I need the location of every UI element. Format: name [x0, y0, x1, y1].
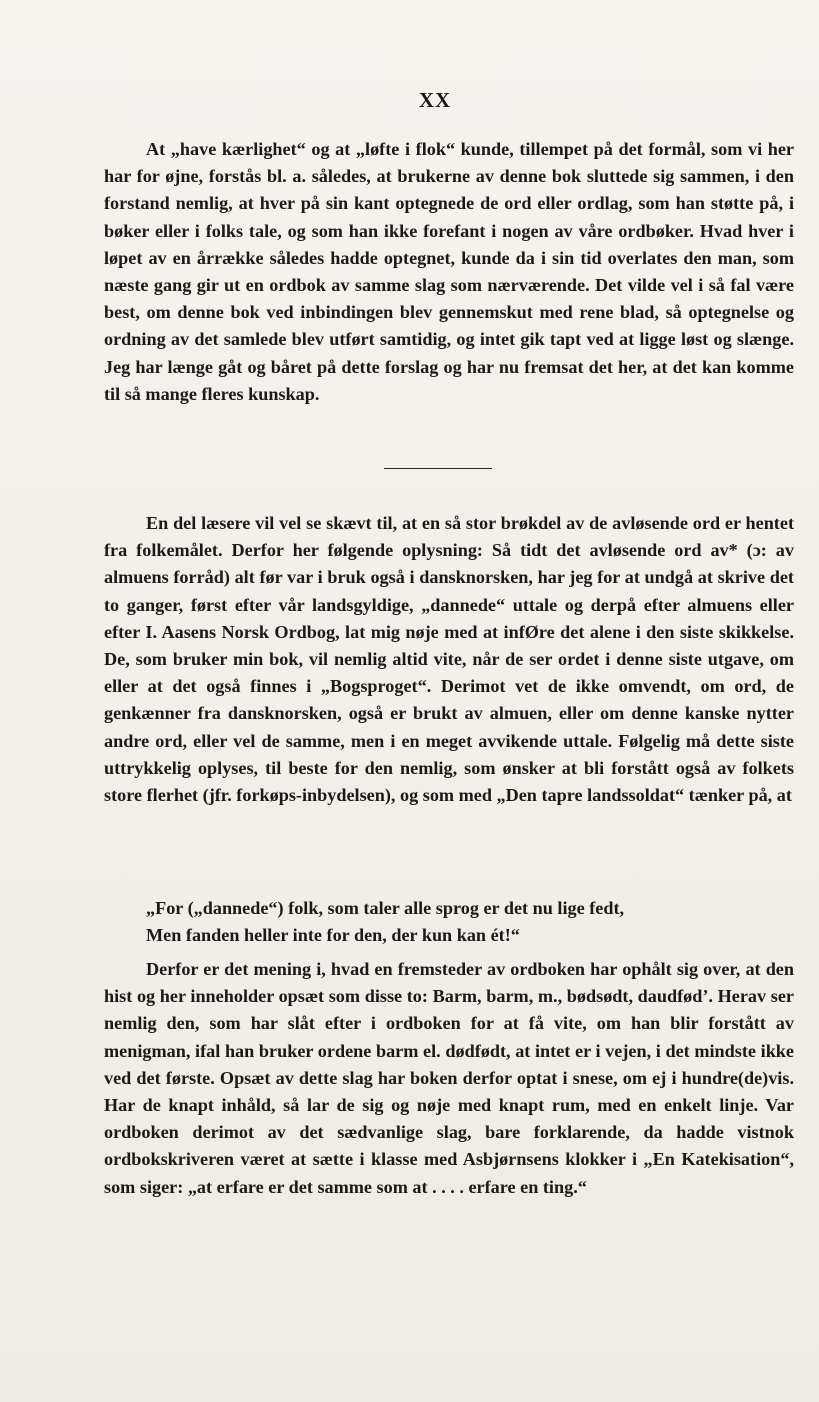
paragraph-3: Derfor er det mening i, hvad en fremsteder av ordboken har ophålt sig over, at den hist og her inneholder opsæt som disse to: Barm, barm, m., bødsødt, daudfød’. Herav ser nemlig den, som har slåt efter i ordboken for at få vite, om han blir forstått av menigman, ifal han bruker ordene barm el. dødfødt, at intet er i vejen, i det mindste ikke ved det første. Opsæt av dette slag har boken derfor optat i snese, om ej i hundre(de)vis. Har de knapt inhåld, så lar de sig og nøje med knapt rum, med en enkelt linje. Var ordboken derimot av det sædvanlige slag, bare forklarende, da hadde vistnok ordbokskriveren været at sætte i klasse med Asbjørnsens klokker i „En Katekisation“, som siger: „at erfare er det samme som at . . . . erfare en ting.“: [104, 959, 794, 1197]
verse-line-1: „For („dannede“) folk, som taler alle sprog er det nu lige fedt,: [146, 898, 625, 918]
paragraph-1: At „have kærlighet“ og at „løfte i flok“ kunde, tillempet på det formål, som vi her har for øjne, forstås bl. a. således, at brukerne av denne bok sluttede sig sammen, i den forstand nemlig, at hver på sin kant optegnede de ord eller ordlag, som han støtte på, i bøker eller i folks tale, og som han ikke forefant i nogen av våre ordbøker. Hvad hver i løpet av en årrække således hadde optegnet, kunde da i sin tid overlates den man, som næste gang gir ut en ordbok av samme slag som nærværende. Det vilde vel i så fal være best, om denne bok ved inbindingen blev gennemskut med rene blad, så optegnelse og ordning av det samlede blev utført samtidig, og intet gik tapt ved at ligge løst og slænge. Jeg har længe gåt og båret på dette forslag og har nu fremsat det her, at det kan komme til så mange fleres kunskap.: [104, 139, 794, 404]
page-number: XX: [418, 88, 452, 112]
paragraph-2: En del læsere vil vel se skævt til, at en så stor brøkdel av de avløsende ord er hentet fra folkemålet. Derfor her følgende oplysning: Så tidt det avløsende ord av* (ɔ: av almuens forråd) alt før var i bruk også i dansknorsken, har jeg for at undgå at skrive det to ganger, først efter vår landsgyldige, „dannede“ uttale og derpå efter almuens eller efter I. Aasens Norsk Ordbog, lat mig nøje med at infØre det alene i den siste skikkelse. De, som bruker min bok, vil nemlig altid vite, når de ser ordet i denne siste utgave, om eller at det også finnes i „Bogsproget“. Derimot vet de ikke omvendt, om ord, de genkænner fra dansknorsken, også er brukt av almuen, eller om denne kanske nytter andre ord, eller vel de samme, men i en meget avvikende uttale. Følgelig må dette siste uttrykkelig oplyses, til beste for den nemlig, som ønsker at bli forstått også av folkets store flerhet (jfr. forkøps-inbydelsen), og som med „Den tapre landssoldat“ tænker på, at: [104, 513, 794, 806]
verse-line-2: Men fanden heller inte for den, der kun kan ét!“: [146, 925, 520, 945]
section-divider: [384, 468, 492, 469]
